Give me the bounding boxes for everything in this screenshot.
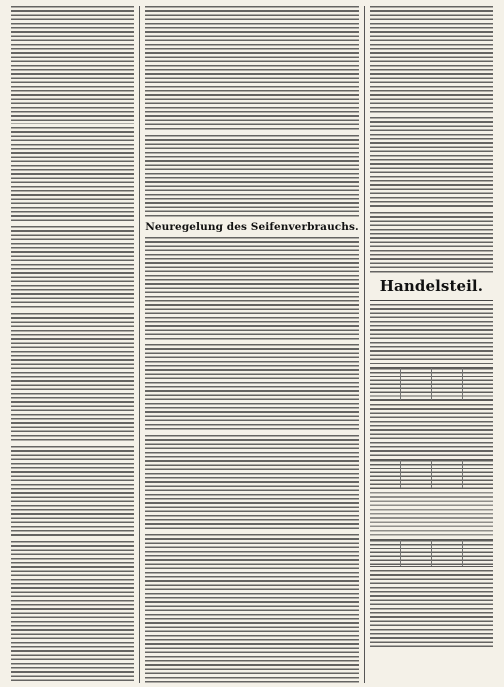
text-block (145, 344, 359, 432)
text-block (370, 304, 493, 364)
text-block (11, 127, 134, 223)
price-table (370, 367, 493, 401)
text-block (370, 404, 493, 456)
text-block (370, 492, 493, 536)
text-block (145, 237, 359, 341)
column-3 (364, 6, 498, 683)
divider (370, 300, 493, 301)
column-1 (6, 6, 139, 683)
text-block (11, 313, 134, 443)
text-block (11, 446, 134, 538)
text-block (11, 6, 134, 124)
column-layout (6, 6, 498, 683)
text-block (370, 570, 493, 650)
price-table (370, 459, 493, 489)
text-block (145, 534, 359, 684)
column-2 (139, 6, 364, 683)
text-block (11, 541, 134, 681)
text-block (370, 117, 493, 209)
text-block (370, 212, 493, 274)
section-headline: Handelsteil. (379, 277, 484, 295)
text-block (11, 226, 134, 310)
price-table (370, 539, 493, 567)
text-block (145, 135, 359, 217)
text-block (145, 435, 359, 531)
text-block (370, 6, 493, 114)
article-headline: Neuregelung des Seifenverbrauchs. (145, 221, 359, 233)
text-block (145, 6, 359, 132)
